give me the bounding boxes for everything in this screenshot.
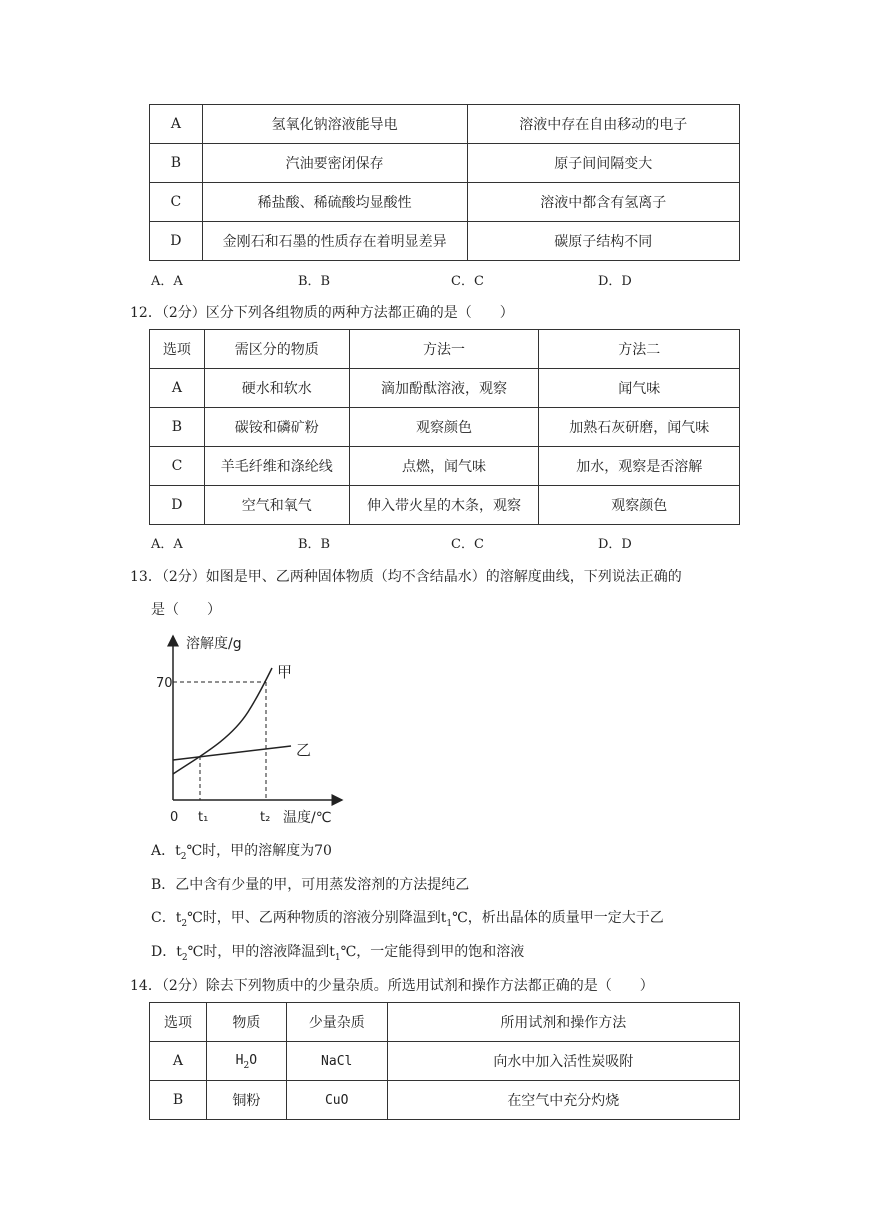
q12-cell: 加熟石灰研磨，闻气味 bbox=[539, 408, 740, 447]
q12-header: 选项 bbox=[150, 330, 205, 369]
choice-b[interactable]: B．B bbox=[298, 274, 331, 289]
label-yi: 乙 bbox=[296, 741, 312, 759]
table-row bbox=[150, 486, 740, 525]
q14-stem: 14．（2分）除去下列物质中的少量杂质。所选用试剂和操作方法都正确的是（ ） bbox=[130, 978, 654, 994]
q14-cell: 在空气中充分灼烧 bbox=[387, 1081, 739, 1120]
option-c[interactable] bbox=[151, 907, 664, 929]
q12-cell: 闻气味 bbox=[539, 369, 740, 408]
q14-cell: 向水中加入活性炭吸附 bbox=[387, 1042, 739, 1081]
option-a-post: ℃时，甲的溶解度为70 bbox=[186, 843, 332, 859]
option-d-mid: ℃时，甲的溶液降温到t bbox=[187, 944, 335, 960]
q12-cell: 观察颜色 bbox=[349, 408, 539, 447]
q12-stem: 12．（2分）区分下列各组物质的两种方法都正确的是（ ） bbox=[130, 305, 514, 321]
q14-header: 选项 bbox=[150, 1003, 207, 1042]
q12-cell: 加水，观察是否溶解 bbox=[539, 447, 740, 486]
substance-pre: H bbox=[235, 1052, 244, 1068]
choice-c[interactable]: C．C bbox=[451, 537, 484, 552]
q11-cell: C bbox=[150, 183, 203, 222]
tick-t1: t₁ bbox=[198, 810, 209, 825]
table-header-row bbox=[150, 330, 740, 369]
option-d-pre: D．t bbox=[151, 944, 182, 960]
q12-header: 方法二 bbox=[539, 330, 740, 369]
q11-cell: D bbox=[150, 222, 203, 261]
option-c-mid: ℃时，甲、乙两种物质的溶液分别降温到t bbox=[187, 910, 447, 926]
q11-cell: A bbox=[150, 105, 203, 144]
q12-cell: 羊毛纤维和涤纶线 bbox=[204, 447, 349, 486]
table-row bbox=[150, 183, 740, 222]
q12-cell: 伸入带火星的木条，观察 bbox=[349, 486, 539, 525]
series-yi-line bbox=[173, 746, 291, 760]
table-row bbox=[150, 105, 740, 144]
q12-cell: A bbox=[150, 369, 205, 408]
substance-sub: 2 bbox=[243, 1060, 250, 1071]
q14-table bbox=[149, 1002, 740, 1120]
q12-header: 需区分的物质 bbox=[204, 330, 349, 369]
option-c-pre: C．t bbox=[151, 910, 182, 926]
label-jia: 甲 bbox=[277, 663, 293, 681]
q13-stem-line1: 13．（2分）如图是甲、乙两种固体物质（均不含结晶水）的溶解度曲线，下列说法正确的 bbox=[130, 569, 682, 585]
y-axis-label: 溶解度/g bbox=[186, 636, 242, 652]
option-a[interactable] bbox=[151, 840, 332, 862]
q14-cell: CuO bbox=[286, 1081, 387, 1120]
q12-cell: 碳铵和磷矿粉 bbox=[204, 408, 349, 447]
x-axis-label: 温度/℃ bbox=[283, 810, 332, 826]
table-row bbox=[150, 369, 740, 408]
table-row bbox=[150, 1042, 740, 1081]
solubility-graph bbox=[156, 628, 360, 830]
option-c-sub: 2 bbox=[181, 918, 188, 929]
q11-cell: 溶液中存在自由移动的电子 bbox=[467, 105, 739, 144]
choice-d[interactable]: D．D bbox=[598, 537, 632, 552]
tick-t2: t₂ bbox=[260, 810, 271, 825]
q14-cell: A bbox=[150, 1042, 207, 1081]
q11-cell: 汽油要密闭保存 bbox=[202, 144, 467, 183]
q12-table bbox=[149, 329, 740, 525]
q14-header: 所用试剂和操作方法 bbox=[387, 1003, 739, 1042]
table-row bbox=[150, 1081, 740, 1120]
q12-cell: 点燃，闻气味 bbox=[349, 447, 539, 486]
q14-cell: B bbox=[150, 1081, 207, 1120]
option-b[interactable]: B．乙中含有少量的甲，可用蒸发溶剂的方法提纯乙 bbox=[151, 877, 470, 893]
table-row bbox=[150, 408, 740, 447]
table-row bbox=[150, 447, 740, 486]
q11-cell: 稀盐酸、稀硫酸均显酸性 bbox=[202, 183, 467, 222]
origin-label: 0 bbox=[170, 810, 179, 825]
q11-cell: 原子间间隔变大 bbox=[467, 144, 739, 183]
choice-b[interactable]: B．B bbox=[298, 537, 331, 552]
substance-post: O bbox=[249, 1052, 258, 1068]
option-c-sub2: 1 bbox=[446, 918, 453, 929]
q14-cell bbox=[206, 1042, 286, 1081]
q12-cell: C bbox=[150, 447, 205, 486]
option-c-post: ℃，析出晶体的质量甲一定大于乙 bbox=[452, 910, 664, 926]
option-d-sub: 2 bbox=[181, 952, 188, 963]
q12-cell: 硬水和软水 bbox=[204, 369, 349, 408]
option-d-post: ℃，一定能得到甲的饱和溶液 bbox=[340, 944, 525, 960]
choice-c[interactable]: C．C bbox=[451, 274, 484, 289]
q11-cell: B bbox=[150, 144, 203, 183]
q12-cell: 滴加酚酞溶液，观察 bbox=[349, 369, 539, 408]
q14-header: 少量杂质 bbox=[286, 1003, 387, 1042]
table-row bbox=[150, 222, 740, 261]
q12-cell: 观察颜色 bbox=[539, 486, 740, 525]
q11-cell: 金刚石和石墨的性质存在着明显差异 bbox=[202, 222, 467, 261]
q12-cell: 空气和氧气 bbox=[204, 486, 349, 525]
q12-cell: B bbox=[150, 408, 205, 447]
q11-cell: 碳原子结构不同 bbox=[467, 222, 739, 261]
table-header-row bbox=[150, 1003, 740, 1042]
option-a-sub: 2 bbox=[180, 851, 187, 862]
q12-cell: D bbox=[150, 486, 205, 525]
q11-cell: 溶液中都含有氢离子 bbox=[467, 183, 739, 222]
q13-stem-line2: 是（ ） bbox=[151, 602, 221, 618]
choice-a[interactable]: A．A bbox=[151, 274, 183, 289]
q14-cell: 铜粉 bbox=[206, 1081, 286, 1120]
table-row bbox=[150, 144, 740, 183]
q11-cell: 氢氧化钠溶液能导电 bbox=[202, 105, 467, 144]
q11-table bbox=[149, 104, 740, 261]
q14-header: 物质 bbox=[206, 1003, 286, 1042]
choice-d[interactable]: D．D bbox=[598, 274, 632, 289]
option-a-pre: A．t bbox=[151, 843, 181, 859]
option-d[interactable] bbox=[151, 941, 524, 963]
q14-cell: NaCl bbox=[286, 1042, 387, 1081]
tick-70: 70 bbox=[156, 676, 173, 691]
option-d-sub2: 1 bbox=[334, 952, 341, 963]
q12-header: 方法一 bbox=[349, 330, 539, 369]
choice-a[interactable]: A．A bbox=[151, 537, 183, 552]
